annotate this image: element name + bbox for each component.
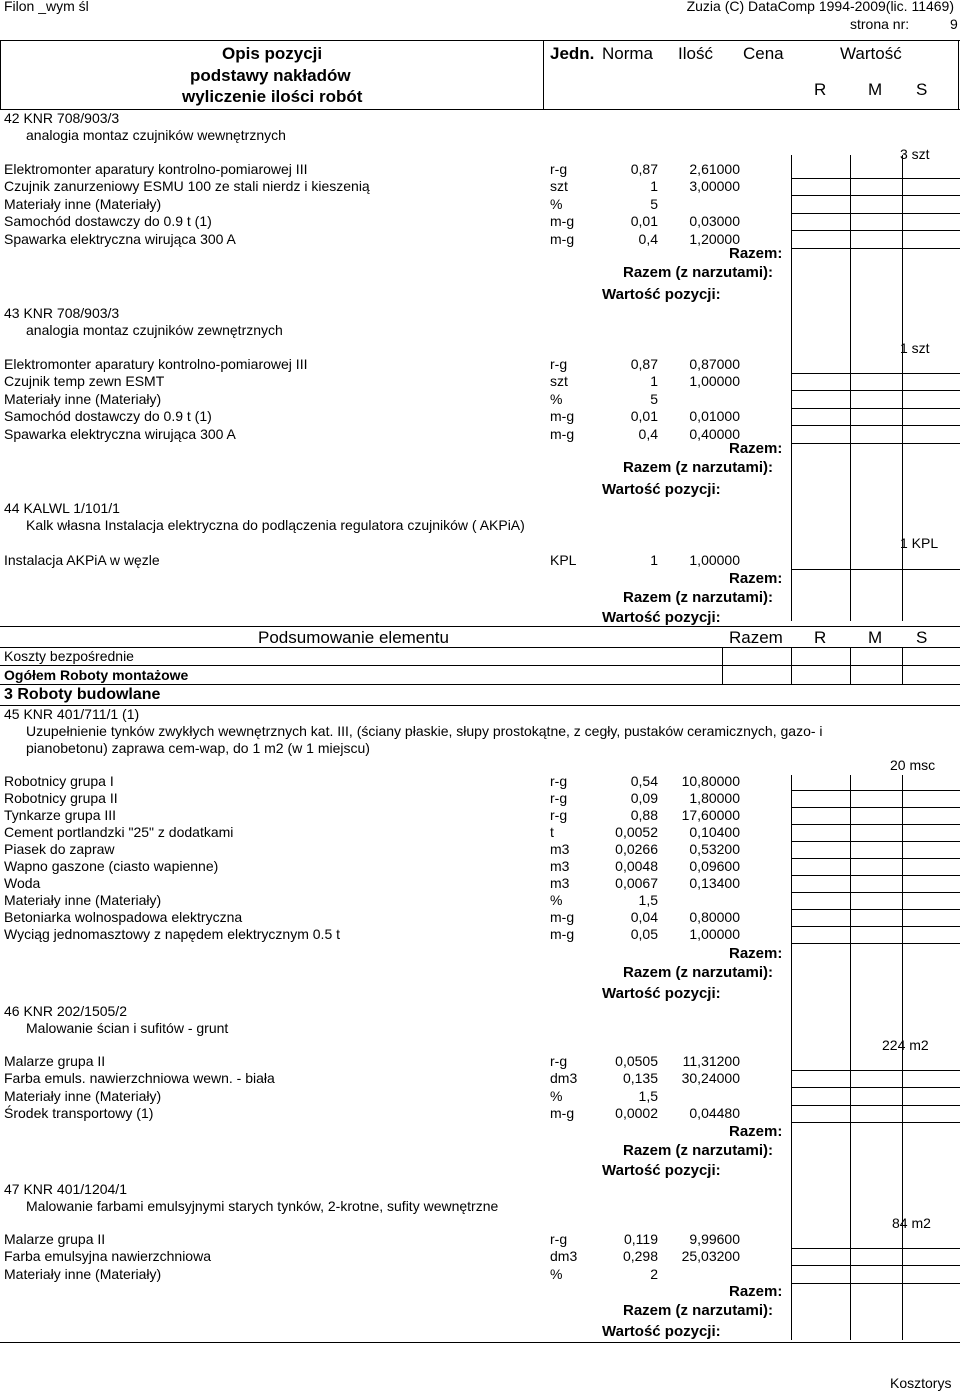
- pos44-qty: 1 KPL: [900, 535, 939, 551]
- header-cena: Cena: [743, 44, 784, 63]
- row-qty: 0,09600: [689, 858, 740, 874]
- pos42-desc: analogia montaz czujników wewnętrznych: [26, 127, 286, 143]
- pos42-title: 42 KNR 708/903/3: [4, 110, 120, 126]
- pos45-razem: Razem:: [729, 945, 783, 962]
- row-qty: 11,31200: [682, 1053, 740, 1069]
- pos46-qty: 224 m2: [882, 1037, 929, 1053]
- row-norm: 5: [650, 196, 658, 212]
- header-ilosc: Ilość: [678, 44, 713, 63]
- row-norm: 0,0048: [615, 858, 658, 874]
- row-name: Woda: [4, 875, 41, 891]
- row-qty: 0,04480: [689, 1105, 740, 1121]
- row-qty: 9,99600: [689, 1231, 740, 1247]
- row-unit: m-g: [550, 426, 575, 442]
- row-unit: m-g: [550, 909, 575, 925]
- row-unit: r-g: [550, 356, 568, 372]
- header-r: R: [814, 80, 827, 99]
- row-name: Samochód dostawczy do 0.9 t (1): [4, 213, 212, 229]
- row-norm: 0,01: [630, 213, 658, 229]
- row-unit: %: [550, 892, 563, 908]
- pos45-qty: 20 msc: [890, 757, 936, 773]
- summary-ogolem: Ogółem Roboty montażowe: [4, 667, 189, 683]
- row-norm: 0,0002: [615, 1105, 658, 1121]
- row-unit: r-g: [550, 773, 568, 789]
- row-qty: 0,80000: [689, 909, 740, 925]
- row-unit: m-g: [550, 231, 575, 247]
- row-name: Robotnicy grupa I: [4, 773, 114, 789]
- pos43-razem: Razem:: [729, 440, 783, 457]
- row-norm: 0,0505: [615, 1053, 658, 1069]
- row-unit: m3: [550, 841, 570, 857]
- row-name: Elektromonter aparatury kontrolno-pomiarowej III: [4, 356, 308, 372]
- row-norm: 0,119: [624, 1231, 658, 1247]
- row-name: Farba emuls. nawierzchniowa wewn. - biała: [4, 1070, 275, 1086]
- row-unit: dm3: [550, 1070, 578, 1086]
- footer-label: Kosztorys: [890, 1375, 952, 1391]
- row-name: Środek transportowy (1): [4, 1105, 154, 1121]
- row-name: Czujnik zanurzeniowy ESMU 100 ze stali nierdz i kieszenią: [4, 178, 370, 194]
- row-unit: szt: [550, 178, 568, 194]
- row-qty: 0,10400: [689, 824, 740, 840]
- row-name: Czujnik temp zewn ESMT: [4, 373, 165, 389]
- row-qty: 17,60000: [681, 807, 740, 823]
- header-s: S: [916, 80, 928, 99]
- header-opis: Opis pozycji: [222, 44, 323, 63]
- row-name: Tynkarze grupa III: [4, 807, 117, 823]
- row-name: Betoniarka wolnospadowa elektryczna: [4, 909, 243, 925]
- pos46-wartosc: Wartość pozycji:: [602, 1162, 721, 1179]
- header-jedn: Jedn.: [550, 44, 595, 63]
- pos47-title: 47 KNR 401/1204/1: [4, 1181, 127, 1197]
- pos45-desc-line2: pianobetonu) zaprawa cem-wap, do 1 m2 (w 1 miejscu): [26, 740, 370, 756]
- row-qty: 10,80000: [681, 773, 740, 789]
- summary-r: R: [814, 628, 827, 647]
- pos44-wartosc: Wartość pozycji:: [602, 609, 721, 626]
- document-name: Filon _wym śl: [4, 0, 89, 14]
- row-qty: 1,00000: [689, 552, 740, 568]
- row-name: Farba emulsyjna nawierzchniowa: [4, 1248, 211, 1264]
- row-norm: 0,87: [630, 161, 658, 177]
- row-norm: 1,5: [638, 1088, 658, 1104]
- row-unit: r-g: [550, 161, 568, 177]
- row-norm: 0,0052: [615, 824, 658, 840]
- row-norm: 2: [650, 1266, 658, 1282]
- row-unit: %: [550, 1088, 563, 1104]
- row-unit: r-g: [550, 807, 568, 823]
- row-norm: 0,05: [630, 926, 658, 942]
- pos43-wartosc: Wartość pozycji:: [602, 481, 721, 498]
- row-unit: r-g: [550, 790, 568, 806]
- row-norm: 0,0266: [615, 841, 658, 857]
- pos42-qty: 3 szt: [900, 146, 930, 162]
- header-wartosc: Wartość: [840, 44, 902, 63]
- pos46-razem: Razem:: [729, 1123, 783, 1140]
- row-name: Elektromonter aparatury kontrolno-pomiarowej III: [4, 161, 308, 177]
- row-unit: m-g: [550, 408, 575, 424]
- row-norm: 0,54: [630, 773, 658, 789]
- pos47-razem: Razem:: [729, 1283, 783, 1300]
- row-name: Robotnicy grupa II: [4, 790, 118, 806]
- row-name: Instalacja AKPiA w węzle: [4, 552, 160, 568]
- pos47-desc: Malowanie farbami emulsyjnymi starych tynków, 2-krotne, sufity wewnętrzne: [26, 1198, 499, 1214]
- row-name: Samochód dostawczy do 0.9 t (1): [4, 408, 212, 424]
- pos47-razem-narzut: Razem (z narzutami):: [623, 1302, 774, 1319]
- row-unit: m-g: [550, 926, 575, 942]
- row-unit: r-g: [550, 1231, 568, 1247]
- row-name: Spawarka elektryczna wirująca 300 A: [4, 231, 236, 247]
- row-name: Malarze grupa II: [4, 1231, 106, 1247]
- header-podstawy: podstawy nakładów: [190, 66, 351, 85]
- row-qty: 1,20000: [689, 231, 740, 247]
- row-norm: 0,4: [638, 231, 658, 247]
- row-unit: dm3: [550, 1248, 578, 1264]
- row-name: Materiały inne (Materiały): [4, 196, 162, 212]
- row-qty: 0,13400: [689, 875, 740, 891]
- row-name: Materiały inne (Materiały): [4, 1266, 162, 1282]
- row-norm: 0,0067: [615, 875, 658, 891]
- pos42-wartosc: Wartość pozycji:: [602, 286, 721, 303]
- row-qty: 0,03000: [689, 213, 740, 229]
- row-name: Cement portlandzki "25" z dodatkami: [4, 824, 234, 840]
- pos44-title: 44 KALWL 1/101/1: [4, 500, 120, 516]
- row-name: Wyciąg jednomasztowy z napędem elektrycznym 0.5 t: [4, 926, 341, 942]
- pos43-desc: analogia montaz czujników zewnętrznych: [26, 322, 283, 338]
- row-norm: 1: [650, 178, 658, 194]
- pos42-razem-narzut: Razem (z narzutami):: [623, 264, 774, 281]
- software-credit: Zuzia (C) DataComp 1994-2009(lic. 11469): [686, 0, 954, 14]
- row-qty: 0,53200: [689, 841, 740, 857]
- row-unit: r-g: [550, 1053, 568, 1069]
- page-number-label: strona nr:: [850, 16, 910, 32]
- pos45-wartosc: Wartość pozycji:: [602, 985, 721, 1002]
- row-unit: %: [550, 196, 563, 212]
- row-name: Malarze grupa II: [4, 1053, 106, 1069]
- row-unit: %: [550, 391, 563, 407]
- row-name: Materiały inne (Materiały): [4, 1088, 162, 1104]
- row-norm: 0,135: [622, 1070, 658, 1086]
- row-qty: 1,00000: [689, 373, 740, 389]
- header-wyliczenie: wyliczenie ilości robót: [182, 87, 363, 106]
- pos44-razem: Razem:: [729, 570, 783, 587]
- row-unit: m3: [550, 875, 570, 891]
- row-qty: 30,24000: [681, 1070, 740, 1086]
- pos47-qty: 84 m2: [892, 1215, 931, 1231]
- row-unit: m3: [550, 858, 570, 874]
- row-unit: KPL: [550, 552, 577, 568]
- summary-razem: Razem: [729, 628, 783, 647]
- row-name: Piasek do zapraw: [4, 841, 115, 857]
- row-qty: 2,61000: [689, 161, 740, 177]
- summary-title: Podsumowanie elementu: [258, 628, 449, 647]
- pos44-razem-narzut: Razem (z narzutami):: [623, 589, 774, 606]
- row-qty: 3,00000: [689, 178, 740, 194]
- row-unit: szt: [550, 373, 568, 389]
- row-qty: 0,40000: [689, 426, 740, 442]
- row-qty: 0,87000: [689, 356, 740, 372]
- row-norm: 0,4: [638, 426, 658, 442]
- pos46-title: 46 KNR 202/1505/2: [4, 1003, 127, 1019]
- row-name: Materiały inne (Materiały): [4, 391, 162, 407]
- row-norm: 0,04: [630, 909, 658, 925]
- row-qty: 1,00000: [689, 926, 740, 942]
- row-norm: 0,87: [630, 356, 658, 372]
- row-unit: m-g: [550, 213, 575, 229]
- row-norm: 1: [650, 373, 658, 389]
- summary-koszty: Koszty bezpośrednie: [4, 648, 134, 664]
- row-name: Materiały inne (Materiały): [4, 892, 162, 908]
- summary-s: S: [916, 628, 928, 647]
- pos45-title: 45 KNR 401/711/1 (1): [4, 706, 140, 722]
- row-norm: 5: [650, 391, 658, 407]
- page-number: 9: [950, 16, 958, 32]
- header-m: M: [868, 80, 883, 99]
- row-qty: 1,80000: [689, 790, 740, 806]
- row-name: Wapno gaszone (ciasto wapienne): [4, 858, 219, 874]
- pos46-razem-narzut: Razem (z narzutami):: [623, 1142, 774, 1159]
- pos47-wartosc: Wartość pozycji:: [602, 1323, 721, 1340]
- row-unit: t: [550, 824, 554, 840]
- pos45-razem-narzut: Razem (z narzutami):: [623, 964, 774, 981]
- row-norm: 0,01: [630, 408, 658, 424]
- row-qty: 25,03200: [681, 1248, 740, 1264]
- row-norm: 0,298: [622, 1248, 658, 1264]
- row-norm: 1: [650, 552, 658, 568]
- pos43-qty: 1 szt: [900, 340, 930, 356]
- row-name: Spawarka elektryczna wirująca 300 A: [4, 426, 236, 442]
- row-qty: 0,01000: [689, 408, 740, 424]
- pos43-title: 43 KNR 708/903/3: [4, 305, 120, 321]
- row-norm: 0,88: [630, 807, 658, 823]
- pos46-desc: Malowanie ścian i sufitów - grunt: [26, 1020, 229, 1036]
- pos44-desc: Kalk własna Instalacja elektryczna do podlączenia regulatora czujników ( AKPiA): [26, 517, 525, 533]
- row-unit: %: [550, 1266, 563, 1282]
- row-norm: 1,5: [638, 892, 658, 908]
- header-norma: Norma: [602, 44, 654, 63]
- pos45-desc-line1: Uzupełnienie tynków zwykłych wewnętrznych kat. III, (ściany płaskie, słupy prostokątne, z cegły, pustaków ceramicznych, gazo- i: [26, 723, 823, 739]
- pos43-razem-narzut: Razem (z narzutami):: [623, 459, 774, 476]
- row-norm: 0,09: [630, 790, 658, 806]
- row-unit: m-g: [550, 1105, 575, 1121]
- section-title: 3 Roboty budowlane: [4, 686, 161, 703]
- summary-m: M: [868, 628, 883, 647]
- pos42-razem: Razem:: [729, 245, 783, 262]
